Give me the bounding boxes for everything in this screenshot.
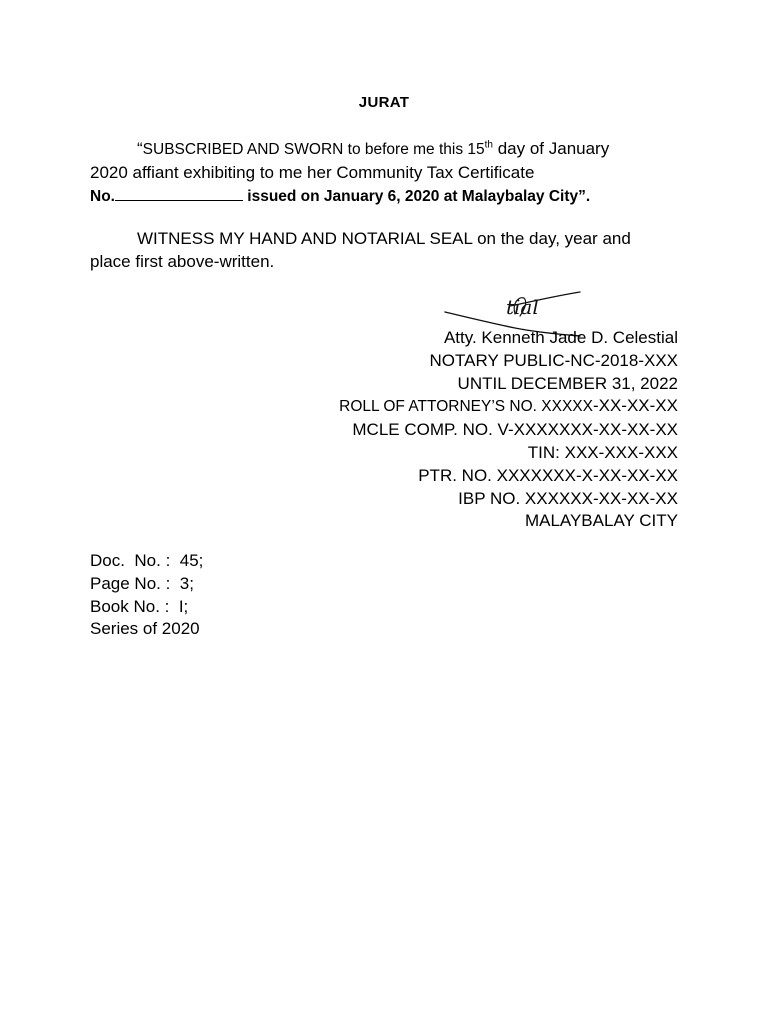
book-number: Book No. : I; bbox=[90, 596, 189, 616]
notary-block bbox=[339, 327, 678, 533]
notary-until: UNTIL DECEMBER 31, 2022 bbox=[457, 373, 678, 393]
jurat-line-3 bbox=[90, 184, 690, 208]
witness-lead: WITNESS MY HAND AND NOTARIAL SEAL bbox=[137, 229, 473, 248]
jurat-line-1 bbox=[90, 137, 690, 161]
jurat-line-1-rest: day of January bbox=[492, 139, 610, 158]
jurat-bold-lead: SUBSCRIBED AND SWORN to before me this 15 bbox=[142, 141, 485, 158]
jurat-line-2: 2020 affiant exhibiting to me her Community Tax Certificate bbox=[90, 163, 535, 182]
quote-close: ”. bbox=[578, 188, 591, 205]
witness-line-1 bbox=[90, 227, 690, 250]
notarial-register-block bbox=[90, 550, 203, 641]
ctc-issued-text: issued on January 6, 2020 at Malaybalay City bbox=[242, 188, 579, 205]
signature-stroke-upper bbox=[510, 292, 580, 306]
witness-line-1-rest: on the day, year and bbox=[472, 229, 631, 248]
witness-line-2: place first above-written. bbox=[90, 252, 275, 271]
page-number: Page No. : 3; bbox=[90, 573, 194, 593]
series-year: Series of 2020 bbox=[90, 619, 200, 639]
tin-number: TIN: XXX-XXX-XXX bbox=[527, 442, 678, 462]
ctc-number-blank bbox=[115, 186, 243, 201]
quote-open: “ bbox=[137, 139, 143, 158]
notary-commission: NOTARY PUBLIC-NC-2018-XXX bbox=[429, 350, 678, 370]
roll-suffix: -XX-XX-XX bbox=[592, 396, 678, 416]
signature-text: tial bbox=[506, 295, 539, 319]
ordinal-superscript: th bbox=[484, 139, 493, 151]
witness-paragraph bbox=[90, 227, 690, 273]
jurat-paragraph bbox=[90, 137, 690, 208]
ctc-number-label: No. bbox=[90, 188, 115, 205]
roll-prefix: ROLL OF ATTORNEY’S NO. XXXXX bbox=[339, 398, 593, 416]
notary-name: Atty. Kenneth Jade D. Celestial bbox=[443, 328, 678, 347]
roll-of-attorneys bbox=[339, 395, 678, 419]
doc-number: Doc. No. : 45; bbox=[90, 551, 204, 570]
document-title: JURAT bbox=[358, 94, 410, 111]
signature-stroke-loop bbox=[514, 298, 525, 316]
mcle-number: MCLE COMP. NO. V-XXXXXXX-XX-XX-XX bbox=[352, 420, 678, 440]
notary-city: MALAYBALAY CITY bbox=[524, 511, 678, 531]
ibp-number: IBP NO. XXXXXX-XX-XX-XX bbox=[458, 488, 678, 508]
ptr-number: PTR. NO. XXXXXXX-X-XX-XX-XX bbox=[418, 465, 678, 485]
